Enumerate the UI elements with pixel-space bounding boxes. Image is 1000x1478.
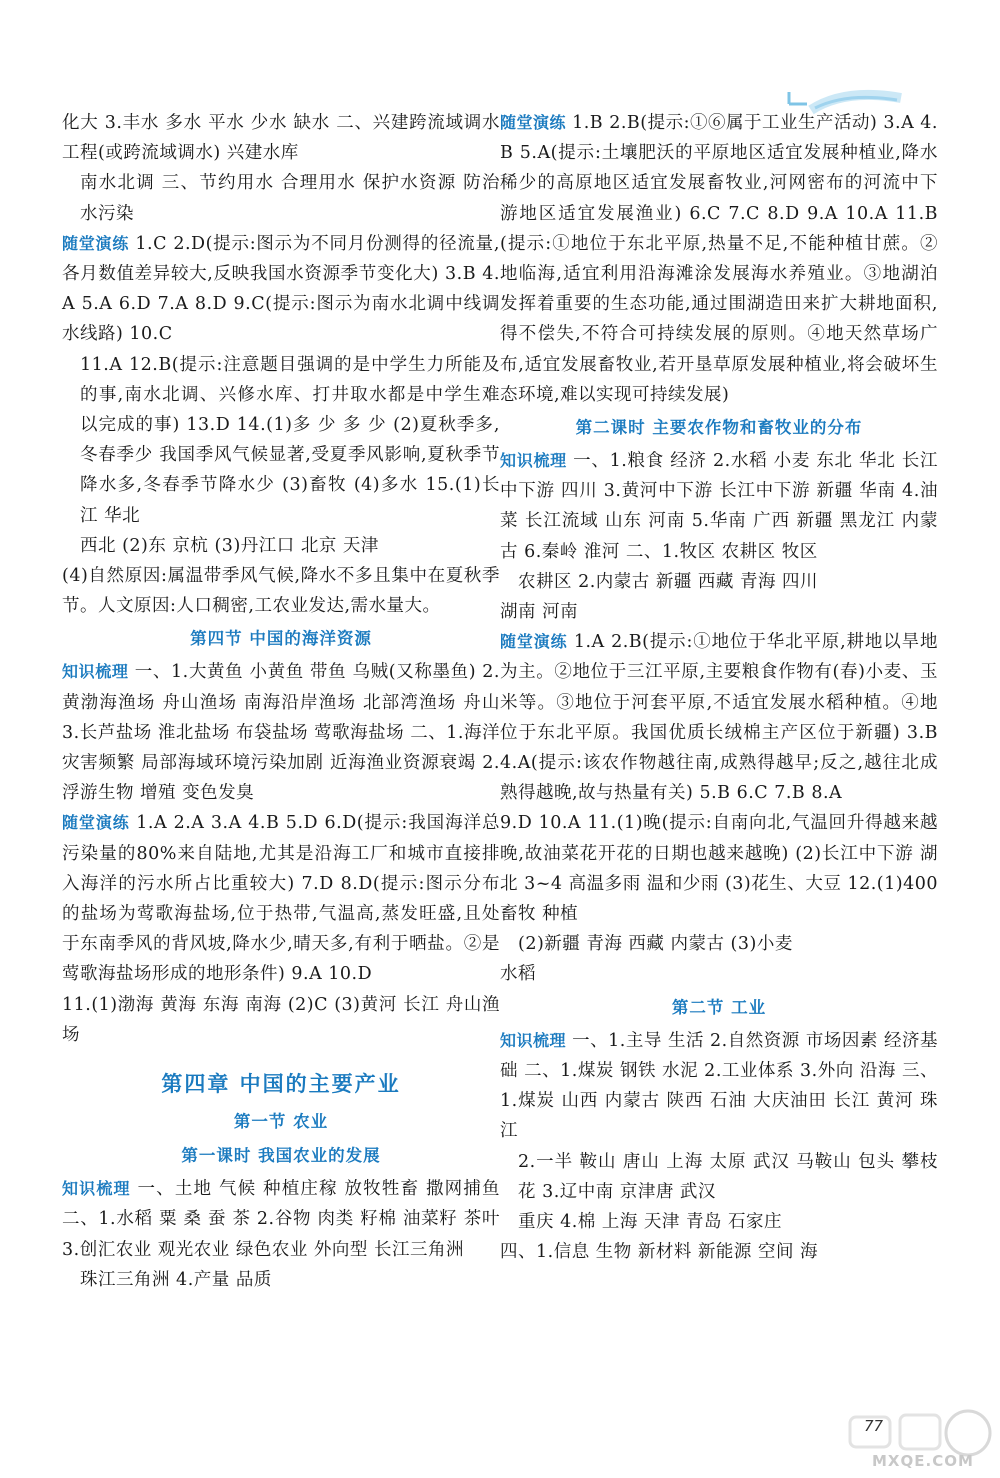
chapter-heading: 第四章 中国的主要产业 (161, 1072, 401, 1097)
practice-tag: 随堂演练 (62, 813, 130, 833)
left-paragraph-1: 化大 3.丰水 多水 平水 少水 缺水 二、兴建跨流域调水工程(或跨流域调水) 兴建水库 (62, 113, 500, 164)
left-paragraph-6: (4)自然原因:属温带季风气候,降水不多且集中在夏秋季节。人文原因:人口稠密,工农业发达,需水量大。 (62, 566, 500, 617)
left-practice-block-1 (62, 229, 500, 350)
right-paragraph-7: (2)新疆 青海 西藏 内蒙古 (3)小麦 (518, 934, 793, 955)
right-practice-block-1 (500, 108, 938, 410)
page-number: 77 (864, 1417, 884, 1435)
right-paragraph-10: 2.一半 鞍山 唐山 上海 太原 武汉 马鞍山 包头 攀枝花 3.辽中南 京津唐 武汉 (518, 1151, 938, 1202)
knowledge-tag: 知识梳理 (62, 1179, 131, 1199)
practice-text: 1.A 2.A 3.A 4.B 5.D 6.D(提示:我国海洋总污染量的80%来自陆地,尤其是沿海工厂和城市直接排入海洋的污水所占比重较大) 7.D 8.D(提示:图示分布的盐场为莺歌海盐场,位于热带,气温高,蒸发旺盛,且处于东南季风的背风坡,降水少,晴天多,有利于晒盐。②是莺歌海盐场形成的地形条件) 9.A 10.D (62, 813, 500, 985)
section-heading-agriculture: 第一节 农业 (233, 1112, 329, 1132)
practice-tag: 随堂演练 (62, 233, 130, 253)
left-knowledge-block-2 (62, 1174, 500, 1265)
right-practice-block-2 (500, 627, 938, 808)
right-knowledge-block-1 (500, 446, 938, 567)
knowledge-text: 一、1.大黄鱼 小黄鱼 带鱼 乌贼(又称墨鱼) 2.黄渤海渔场 舟山渔场 南海沿岸渔场 北部湾渔场 舟山 3.长芦盐场 淮北盐场 布袋盐场 莺歌海盐场 二、1.海洋灾害频繁 局部海域环境污染加剧 近海渔业资源衰竭 2.浮游生物 增殖 变色发臭 (62, 662, 500, 804)
section-heading-ocean: 第四节 中国的海洋资源 (190, 629, 372, 649)
right-paragraph-11: 重庆 4.棉 上海 天津 青岛 石家庄 (518, 1211, 783, 1232)
left-column (62, 108, 500, 1295)
left-paragraph-11: 珠江三角洲 4.产量 品质 (80, 1269, 272, 1290)
knowledge-tag: 知识梳理 (500, 1030, 567, 1050)
right-knowledge-block-2 (500, 1026, 938, 1147)
practice-text: 1.C 2.D(提示:图示为不同月份测得的径流量,各月数值差异较大,反映我国水资源季节变化大) 3.B 4.A 5.A 6.D 7.A 8.D 9.C(提示:图示为南水北调中线调水线路) 10.C (62, 233, 500, 345)
right-paragraph-12: 四、1.信息 生物 新材料 新能源 空间 海 (500, 1242, 819, 1263)
left-paragraph-4: 11.A 12.B(提示:注意题目强调的是中学生力所能及的事,南水北调、兴修水库、打井取水都是中学生难以完成的事) 13.D 14.(1)多 少 多 少 (2)夏秋季多,冬春季少 我国季风气候显著,受夏季风影响,夏秋季节降水多,冬春季节降水少 (3)畜牧 (4)多水 15.(1)长江 华北 (80, 354, 500, 526)
left-paragraph-5: 西北 (2)东 京杭 (3)丹江口 北京 天津 (80, 535, 379, 556)
watermark-url: MXQE.COM (872, 1452, 974, 1470)
right-paragraph-3: 农耕区 2.内蒙古 新疆 西藏 青海 四川 (518, 571, 819, 592)
left-paragraph-2: 南水北调 三、节约用水 合理用水 保护水资源 防治水污染 (80, 173, 500, 224)
right-paragraph-8: 水稻 (500, 964, 536, 985)
practice-text: 1.A 2.B(提示:①地位于华北平原,耕地以旱地为主。②地位于三江平原,主要粮食作物有(春)小麦、玉米等。③地位于河套平原,不适宜发展水稻种植。④地位于东北平原。我国优质长绒棉主产区位于新疆) 3.B 4.A(提示:该农作物越往南,成熟得越早;反之,越往北成熟得越晚,故与热量有关) 5.B 6.C 7.B 8.A (500, 632, 938, 804)
left-knowledge-block (62, 657, 500, 808)
practice-text: 1.B 2.B(提示:①⑥属于工业生产活动) 3.A 4.B 5.A(提示:土壤肥沃的平原地区适宜发展种植业,降水稀少的高原地区适宜发展畜牧业,河网密布的河流中下游地区适宜发展渔业) 6.C 7.C 8.D 9.A 10.A 11.B(提示:①地位于东北平原,热量不足,不能种植甘蔗。②地临海,适宜利用沿海滩涂发展海水养殖业。③地湖泊发挥着重要的生态功能,通过围湖造田来扩大耕地面积,得不偿失,不符合可持续发展的原则。④地天然草场广布,适宜发展畜牧业,若开垦草原发展种植业,将会破坏生态环境,难以实现可持续发展) (500, 113, 938, 405)
practice-tag: 随堂演练 (500, 632, 568, 652)
right-column (500, 108, 938, 1267)
practice-tag: 随堂演练 (500, 113, 567, 132)
right-paragraph-6: 9.D 10.A 11.(1)晚(提示:自南向北,气温回升得越来越晚,故油菜花开花的日期也越来越晚) (2)长江中下游 湖北 3~4 高温多雨 温和少雨 (3)花生、大豆 12.(1)400 畜牧 种植 (500, 813, 938, 925)
knowledge-tag: 知识梳理 (500, 451, 567, 471)
left-practice-block-2 (62, 808, 500, 989)
lesson-heading-2: 第二课时 主要农作物和畜牧业的分布 (575, 418, 863, 438)
knowledge-tag: 知识梳理 (62, 662, 129, 682)
section-heading-industry: 第二节 工业 (671, 997, 767, 1017)
right-paragraph-4: 湖南 河南 (500, 602, 579, 623)
knowledge-text: 一、1.主导 生活 2.自然资源 市场因素 经济基础 二、1.煤炭 钢铁 水泥 2.工业体系 3.外向 沿海 三、1.煤炭 山西 内蒙古 陕西 石油 大庆油田 长江 黄河 珠江 (500, 1030, 938, 1142)
lesson-heading-1: 第一课时 我国农业的发展 (181, 1146, 381, 1166)
left-paragraph-9: 11.(1)渤海 黄海 东海 南海 (2)C (3)黄河 长江 舟山渔场 (62, 994, 500, 1045)
knowledge-text: 一、土地 气候 种植庄稼 放牧牲畜 撒网捕鱼 二、1.水稻 粟 桑 蚕 茶 2.谷物 肉类 籽棉 油菜籽 茶叶 3.创汇农业 观光农业 绿色农业 外向型 长江三角洲 (62, 1179, 500, 1260)
knowledge-text: 一、1.粮食 经济 2.水稻 小麦 东北 华北 长江中下游 四川 3.黄河中下游 长江中下游 新疆 华南 4.油菜 长江流域 山东 河南 5.华南 广西 新疆 黑龙江 内蒙古 6.秦岭 淮河 二、1.牧区 农耕区 牧区 (500, 451, 938, 562)
